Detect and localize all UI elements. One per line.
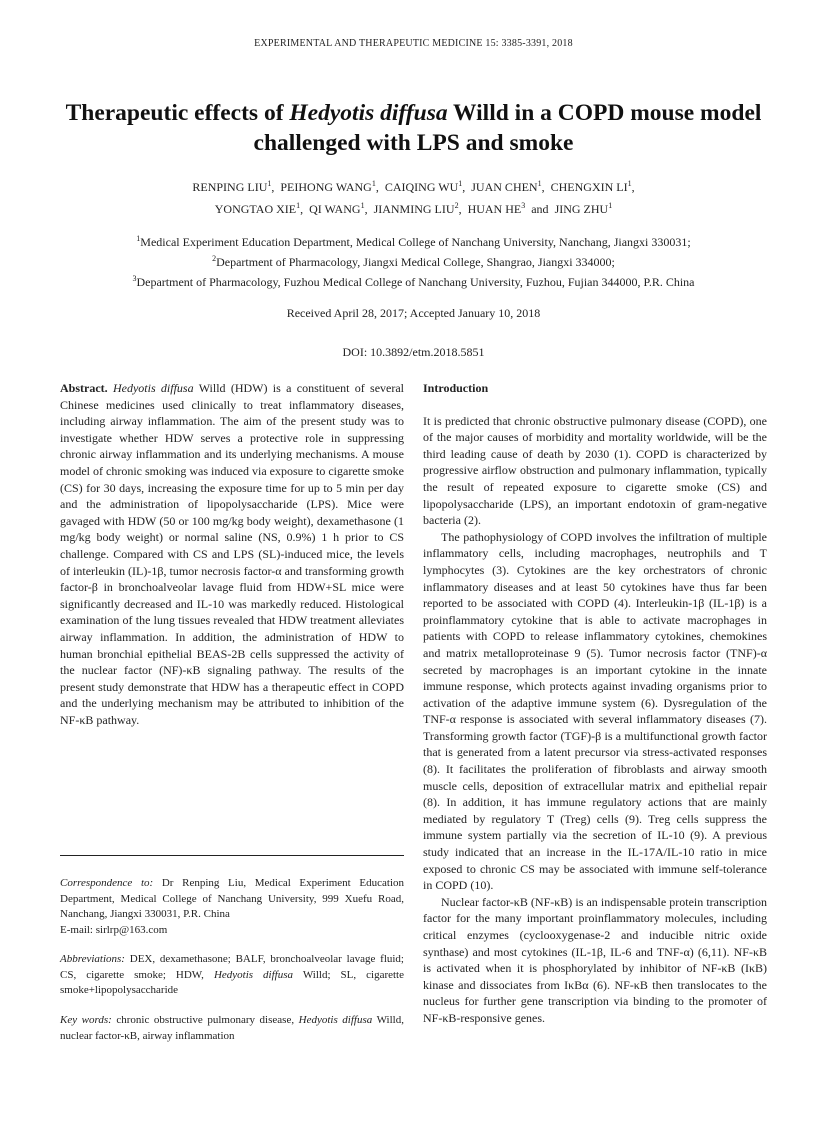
keywords-note bbox=[60, 1013, 404, 1044]
abbreviations-text: DEX, dexamethasone; BALF, bronchoalveolar lavage fluid; CS, cigarette smoke; HDW, bbox=[60, 953, 404, 981]
section-heading: Introduction bbox=[423, 381, 489, 395]
footnote-divider bbox=[60, 855, 404, 856]
author: QI WANG$^1$ bbox=[309, 201, 365, 216]
author: HUAN $HE^3$ bbox=[467, 201, 526, 216]
affiliation: $^2$Department of Pharmacology, Jiangxi Medical College, Shangrao, Jiangxi 334000; bbox=[212, 254, 615, 269]
paragraph: The pathophysiology of COPD involves the infiltration of multiple inflammatory cells, including macrophages, neutrophils and T lymphocytes (3). Cytokines are the key orchestrators of chronic inflammatory diseases and at least 50 cytokines have thus far been reported to be associated with COPD (4). Interleukin-1β (IL-1β) is a proinflammatory cytokine that is able to activate macrophages in patients with COPD to release inflammatory cytokines, chemokines and matrix metalloproteinase 9 (5). Tumor necrosis factor (TNF)-α secreted by macrophages is an important cytokine in the innate immune response, which protects against invading organisms prior to activation of the adaptive immune system (6). Dysregulation of the TNF-α response is associated with several inflammatory diseases (7). Transforming growth factor (TGF)-β is a multifunctional growth factor that is generated from a latent precursor via stress-activated responses (8). It facilitates the proliferation of fibroblasts and airway smooth muscle cells, deposition of extracellular matrix and epithelial repair (8). In addition, it has immune regulatory actions that are mainly mediated by regulatory T (Treg) cells (9). Treg cells suppress the immune system partially via the secretion of IL-10 (9). A previous study indicated that an increase in the IL-17A/IL-10 ratio in mice exposed to chronic CS may be associated with immune self-tolerance in COPD (10). bbox=[423, 529, 767, 893]
author: JING ZHU$^1$ bbox=[554, 201, 613, 216]
keywords-species: Hedyotis diffusa bbox=[298, 1014, 373, 1026]
authors-and: and bbox=[531, 202, 549, 216]
article-title bbox=[60, 98, 767, 158]
keywords-text: chronic obstructive pulmonary disease, bbox=[111, 1014, 299, 1026]
author: RENPING LIU$^1$ bbox=[192, 179, 272, 194]
title-species: Hedyotis diffusa bbox=[289, 100, 448, 126]
abstract-species: Hedyotis diffusa bbox=[112, 381, 194, 395]
author: YONGTAO XIE$^1$ bbox=[214, 201, 301, 216]
abbreviations-text: Willd; SL, cigarette smoke+lipopolysaccharide bbox=[60, 968, 404, 996]
email-link[interactable]: E-mail: sirlrp@163.com bbox=[60, 923, 168, 936]
running-header: EXPERIMENTAL AND THERAPEUTIC MEDICINE 15: 3385-3391, 2018 bbox=[254, 38, 573, 49]
affiliations bbox=[40, 232, 787, 292]
author: CHENGXIN $LI^1$ bbox=[550, 179, 632, 194]
author-list: RENPING LIU$^1$, PEIHONG WANG$^1$, CAIQING $WU^1$, JUAN CHEN$^1$, CHENGXIN $LI^1$, YONGTAO XIE$^1$, QI WANG$^1$, JIANMING LIU$^2$, HUAN $HE^3$ and JING ZHU$^1$ bbox=[192, 179, 635, 216]
paragraph: Nuclear factor-κB (NF-κB) is an indispensable protein transcription factor for the many important proinflammatory molecules, including critical enzymes (cyclooxygenase-2 and inducible nitric oxide synthase) and most cytokines (IL-1β, IL-6 and TNF-α) (6,11). NF-κB is activated when it is phosphorylated by inhibitor of NF-κB (IκB) kinase and dissociates from IκBα (6). NF-κB then translocates to the nucleus for further gene transcription via binding to the promoter of NF-κB-responsive genes. bbox=[423, 894, 767, 1025]
introduction-section bbox=[423, 380, 767, 1027]
correspondence-label: Correspondence to: bbox=[60, 877, 154, 889]
affiliation: $^1$Medical Experiment Education Department, Medical College of Nanchang University, Nanchang, Jiangxi 330031; bbox=[136, 234, 691, 249]
author: JIANMING LIU$^2$ bbox=[373, 201, 459, 216]
abstract-text: Willd (HDW) is a constituent of several Chinese medicines used clinically to treat inflammatory diseases, including airway inflammation. The aim of the present study was to investigate whether HDW serves a protective role in suppressing chronic airway inflammation and its underlying mechanisms. A mouse model of chronic smoking was induced via exposure to cigarette smoke (CS) for 30 days, increasing the exposure time for up to 5 min per day and the administration of lipopolysaccharide (LPS). Mice were gavaged with HDW (50 or 100 mg/kg body weight), dexamethasone (1 mg/kg body weight) or normal saline (NS, 0.9%) 1 h prior to CS challenge. Compared with CS and LPS (SL)-induced mice, the levels of interleukin (IL)-1β, tumor necrosis factor-α and transforming growth factor-β in bronchoalveolar lavage fluid from HDW+SL mice were significantly decreased and IL-10 was markedly reduced. Histological examination of the lung tissues revealed that HDW treatment alleviates airway inflammation. In addition, the administration of HDW to human bronchial epithelial BEAS-2B cells suppressed the activity of the nuclear factor (NF)-κB signaling pathway. The results of the present study demonstrate that HDW has a therapeutic effect in COPD and the underlying mechanism may be attributed to inhibition of the NF-κB pathway. bbox=[60, 381, 405, 727]
author: CAIQING $WU^1$ bbox=[384, 179, 463, 194]
abbreviations-species: Hedyotis diffusa bbox=[213, 968, 294, 981]
abbreviations-note bbox=[60, 952, 404, 999]
keywords-label: Key words: bbox=[60, 1014, 112, 1026]
author: JUAN CHEN$^1$ bbox=[471, 179, 542, 194]
abbreviations-label: Abbreviations: bbox=[60, 953, 125, 965]
received-accepted-dates: Received April 28, 2017; Accepted January 10, 2018 bbox=[286, 306, 541, 320]
abstract-label: Abstract. bbox=[60, 381, 108, 395]
author: PEIHONG WANG$^1$ bbox=[280, 179, 376, 194]
title-part-2: Willd in a COPD mouse model challenged with LPS and smoke bbox=[253, 100, 762, 156]
correspondence-note bbox=[60, 876, 404, 938]
title-part-1: Therapeutic effects of bbox=[65, 100, 290, 126]
abstract bbox=[60, 380, 404, 728]
paragraph: It is predicted that chronic obstructive pulmonary disease (COPD), one of the major causes of morbidity and mortality worldwide, will be the third leading cause of death by 2030 (1). COPD is characterized by progressive airflow obstruction and pulmonary inflammation, typically the result of repeated exposure to cigarette smoke (CS) and lipopolysaccharide (LPS), an important endotoxin of gram-negative bacteria (2). bbox=[423, 413, 767, 528]
correspondence-text: Dr Renping Liu, Medical Experiment Education Department, Medical College of Nanchang University, 999 Xuefu Road, Nanchang, Jiangxi 330031, P.R. China bbox=[60, 877, 404, 920]
keywords-text: Willd, nuclear factor-κB, airway inflammation bbox=[60, 1014, 404, 1042]
affiliation: $^3$Department of Pharmacology, Fuzhou Medical College of Nanchang University, Fuzhou, Fujian 344000, P.R. China bbox=[132, 274, 695, 289]
doi: DOI: 10.3892/etm.2018.5851 bbox=[342, 345, 485, 359]
